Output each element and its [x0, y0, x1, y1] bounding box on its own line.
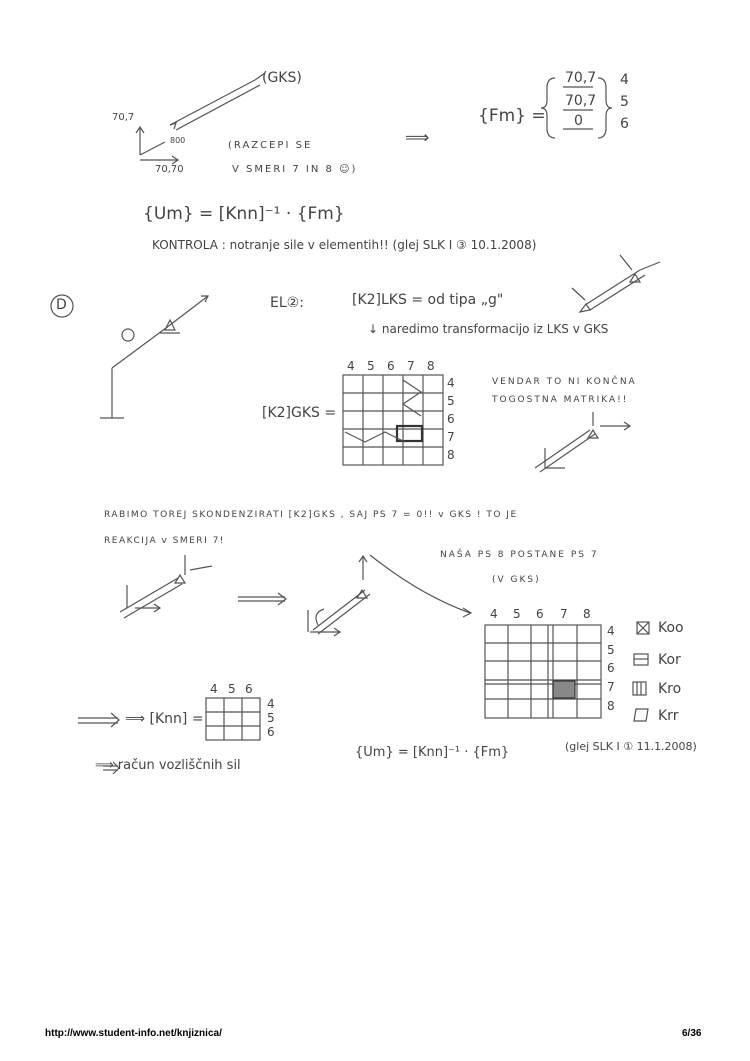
grid-row-index: 6: [267, 725, 275, 739]
kontrola-note: KONTROLA : notranje sile v elementih!! (glej SLK I ③ 10.1.2008): [152, 238, 537, 252]
grid-col-index: 6: [387, 359, 395, 373]
fm-index: 4: [620, 72, 629, 88]
vendar-note-line2: TOGOSTNA MATRIKA!!: [492, 395, 629, 405]
grid-row-index: 5: [447, 394, 455, 408]
grid-col-index: 7: [407, 359, 415, 373]
grid-col-index: 4: [490, 607, 498, 621]
element-line: [170, 80, 255, 125]
grid-row-index: 8: [447, 448, 455, 462]
footer-url[interactable]: http://www.student-info.net/knjiznica/: [45, 1028, 222, 1039]
grid-row-index: 8: [607, 699, 615, 713]
fm-value: 70,7: [565, 70, 597, 86]
split-note-line1: (RAZCEPI SE: [228, 140, 313, 151]
grid-col-index: 6: [245, 682, 253, 696]
split-note-line2: V SMERI 7 IN 8 ☺): [232, 164, 358, 175]
grid-row-index: 6: [447, 412, 455, 426]
node-value-horizontal: 70,70: [155, 164, 184, 175]
nasa-note-line1: NAŠA PS 8 POSTANE PS 7: [440, 550, 599, 560]
grid-col-index: 5: [513, 607, 521, 621]
grid-row-index: 6: [607, 661, 615, 675]
node-value-small: 800: [170, 136, 186, 145]
vendar-note-line1: VENDAR TO NI KONČNA: [492, 377, 637, 387]
fm-vector-label: {Fm} =: [478, 106, 546, 126]
rabimo-note-line1: RABIMO TOREJ SKONDENZIRATI [K2]GKS , SAJ PS 7 = 0!! v GKS ! TO JE: [104, 510, 518, 520]
racun-equation: {Um} = [Knn]⁻¹ · {Fm}: [355, 745, 510, 760]
transform-note: ↓ naredimo transformacijo iz LKS v GKS: [368, 322, 609, 336]
legend-kor: Kor: [658, 652, 681, 668]
grid-col-index: 4: [210, 682, 218, 696]
legend-koo: Koo: [658, 620, 684, 636]
section-d-label: D: [56, 297, 67, 313]
grid-col-index: 8: [427, 359, 435, 373]
grid-row-index: 4: [267, 697, 275, 711]
legend-kro: Kro: [658, 681, 682, 697]
grid-row-index: 7: [607, 680, 615, 694]
page-number: 6/36: [682, 1028, 702, 1039]
glej-reference: (glej SLK I ① 11.1.2008): [565, 740, 697, 753]
rabimo-note-line2: REAKCIJA v SMERI 7!: [104, 536, 225, 546]
racun-note: ⟹ račun vozliščnih sil: [95, 758, 241, 773]
grid-col-index: 5: [367, 359, 375, 373]
grid-col-index: 7: [560, 607, 568, 621]
nasa-note-line2: (V GKS): [492, 575, 541, 585]
grid-col-index: 6: [536, 607, 544, 621]
fm-index: 6: [620, 116, 629, 132]
grid-col-index: 8: [583, 607, 591, 621]
knn-lhs: ⟹ [Knn] =: [125, 711, 204, 727]
fm-index: 5: [620, 94, 629, 110]
grid-col-index: 5: [228, 682, 236, 696]
legend-krr: Krr: [658, 708, 679, 724]
node-value-vertical: 70,7: [112, 112, 135, 123]
grid-row-index: 5: [267, 711, 275, 725]
fm-value: 0: [574, 113, 583, 129]
grid-row-index: 5: [607, 643, 615, 657]
um-equation: {Um} = [Knn]⁻¹ · {Fm}: [143, 204, 345, 224]
grid-row-index: 7: [447, 430, 455, 444]
grid-row-index: 4: [607, 624, 615, 638]
gks-label: (GKS): [262, 70, 302, 86]
grid-row-index: 4: [447, 376, 455, 390]
implies-arrow: ⟹: [405, 128, 430, 148]
k2-gks-label: [K2]GKS =: [262, 405, 337, 421]
el-label: EL②:: [270, 295, 304, 311]
grid-col-index: 4: [347, 359, 355, 373]
fm-value: 70,7: [565, 93, 597, 109]
k2-lks-statement: [K2]LKS = od tipa „g": [352, 292, 504, 308]
